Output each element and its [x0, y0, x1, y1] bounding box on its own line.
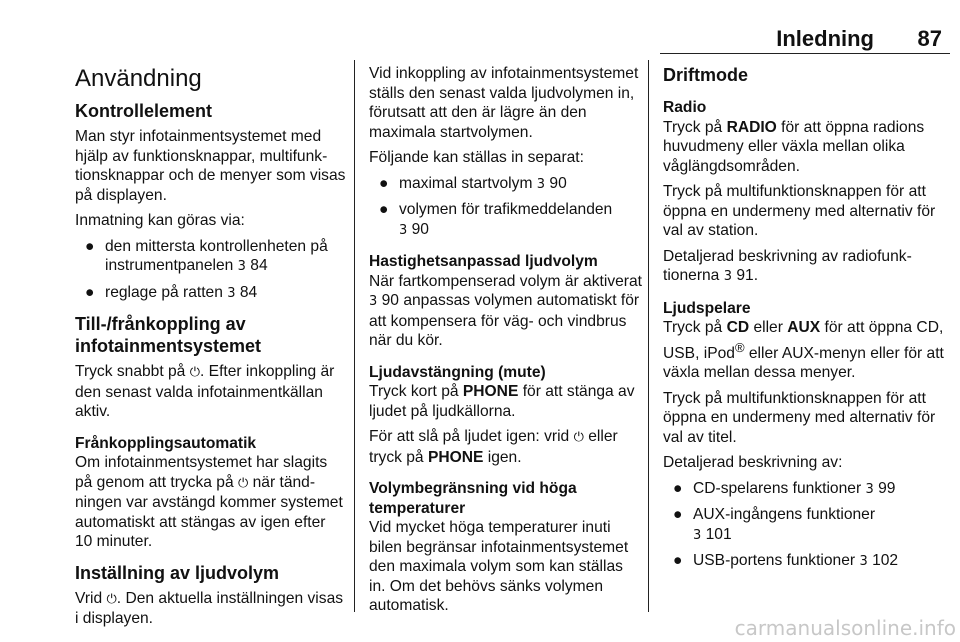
paragraph: Detaljerad beskrivning av radiofunktionerna 3 91.: [663, 247, 912, 284]
page-ref: 84: [239, 283, 258, 301]
button-name-aux: AUX: [787, 319, 821, 336]
heading-radio: Radio: [663, 99, 707, 116]
paragraph: Om infotainmentsystemet har slagits på genom att trycka på ⏻ när tändningen var avstängd kommer systemet automatiskt att stängas av igen efter 10 minuter.: [75, 454, 343, 550]
page-ref: 101: [705, 525, 732, 543]
page-ref-icon: 3: [859, 554, 868, 570]
page-ref-icon: 3: [399, 222, 408, 238]
paragraph: Tryck på multifunktionsknappen för att öppna en undermeny med alternativ för val av titel.: [663, 389, 936, 446]
heading-till-frankoppling: Till-/frånkoppling av infotainmentsystemet: [75, 314, 262, 356]
page-ref: 90: [549, 174, 567, 192]
section-title: Inledning: [776, 26, 874, 51]
paragraph: Vrid ⏻. Den aktuella inställningen visas i displayen.: [75, 589, 344, 627]
column-divider-2: [648, 60, 649, 612]
bullet-list: [75, 237, 347, 304]
heading-frankopplingsautomatik: Frånkopplingsautomatik: [75, 434, 257, 452]
list-item: ● maximal startvolym 3 90: [379, 174, 567, 192]
page-ref: 90: [411, 220, 429, 238]
button-name-radio: RADIO: [726, 118, 777, 136]
header-rule: [660, 53, 950, 54]
paragraph: Inmatning kan göras via:: [75, 212, 245, 229]
paragraph: Detaljerad beskrivning av:: [663, 454, 843, 472]
column-1: [75, 64, 347, 635]
list-item: ● volymen för trafikmeddelanden 3 90: [379, 201, 613, 238]
heading-installning-ljudvolym: Inställning av ljudvolym: [75, 562, 280, 583]
page-header: [660, 26, 950, 54]
bullet-icon: ●: [673, 552, 683, 570]
column-2: [369, 64, 643, 622]
bullet-list: [369, 174, 643, 241]
list-item: ● CD-spelarens funktioner 3 99: [673, 479, 896, 497]
list-item: ● USB-portens funktioner 3 102: [673, 552, 899, 570]
list-item: ● reglage på ratten 3 84: [85, 283, 258, 301]
page-ref: 90: [381, 292, 399, 309]
bullet-list: [663, 479, 953, 572]
heading-ljudspelare: Ljudspelare: [663, 299, 751, 317]
page-ref-icon: 3: [536, 176, 546, 192]
heading-anvandning: Användning: [75, 65, 202, 92]
paragraph: Tryck på multifunktionsknappen för att öppna en undermeny med alternativ för val av station.: [663, 183, 936, 239]
paragraph: Tryck på RADIO för att öppna radions huvudmeny eller växla mellan olika våglängdsområden.: [663, 118, 925, 175]
heading-ljudavstangning: Ljudavstängning (mute): [369, 363, 546, 381]
page-ref: 99: [878, 479, 896, 497]
column-3: [663, 64, 953, 578]
paragraph: Tryck kort på PHONE för att stänga av ljudet på ljudkällorna.: [369, 383, 635, 420]
heading-driftmode: Driftmode: [663, 65, 748, 85]
bullet-icon: ●: [673, 479, 683, 497]
power-knob-icon: ⏻: [237, 475, 249, 491]
paragraph: Följande kan ställas in separat:: [369, 149, 584, 166]
button-name-phone: PHONE: [427, 448, 484, 466]
list-item: ● AUX-ingångens funktioner 3 101: [673, 506, 876, 543]
power-knob-icon: ⏻: [573, 430, 584, 445]
paragraph: För att slå på ljudet igen: vrid ⏻ eller tryck på PHONE igen.: [369, 428, 618, 466]
page-number: 87: [917, 26, 942, 51]
paragraph: Vid inkoppling av infotainmentsystemet ställs den senast valda ljudvolymen in, förutsatt att den är lägre än den maximala startvolymen.: [369, 65, 639, 141]
page-ref-icon: 3: [227, 285, 236, 301]
paragraph: Tryck snabbt på ⏻. Efter inkoppling är den senast valda infotainmentkällan aktiv.: [75, 363, 335, 420]
page-ref-icon: 3: [693, 527, 702, 543]
page-ref: 91: [736, 267, 754, 284]
paragraph: Man styr infotainmentsystemet med hjälp av funktionsknappar, multifunktionsknappar och de menyer som visas på displayen.: [75, 128, 346, 204]
heading-hastighetsanpassad: Hastighetsanpassad ljudvolym: [369, 253, 598, 270]
bullet-icon: ●: [85, 283, 95, 301]
bullet-icon: ●: [85, 237, 95, 255]
heading-volymbegransning: Volymbegränsning vid höga temperaturer: [369, 480, 577, 517]
heading-kontrollelement: Kontrollelement: [75, 101, 213, 121]
page-ref-icon: 3: [865, 481, 874, 497]
button-name-phone: PHONE: [462, 383, 519, 400]
page-ref-icon: 3: [723, 269, 732, 284]
bullet-icon: ●: [379, 201, 389, 218]
button-name-cd: CD: [726, 319, 750, 336]
paragraph: När fartkompenserad volym är aktiverat 3 90 anpassas volymen automatiskt för att kompensera för väg- och vindbrus när du kör.: [369, 272, 642, 349]
power-knob-icon: ⏻: [106, 591, 117, 607]
paragraph: Tryck på CD eller AUX för att öppna CD, USB, iPod® eller AUX-menyn eller för att växla mellan dessa menyer.: [663, 319, 944, 382]
paragraph: Vid mycket höga temperaturer inuti bilen begränsar infotainmentsystemet den maximala volym som kan ställas in. Om det behövs sänks volymen automatisk.: [369, 519, 629, 614]
page-ref: 84: [250, 257, 268, 274]
page-ref: 102: [872, 552, 899, 570]
page-ref-icon: 3: [369, 294, 378, 309]
page-ref-icon: 3: [237, 259, 246, 274]
column-divider-1: [354, 60, 355, 612]
bullet-icon: ●: [379, 174, 389, 192]
list-item: ● den mittersta kontrollenheten på instrumentpanelen 3 84: [85, 237, 328, 274]
watermark: carmanualsonline.info: [734, 616, 956, 640]
power-knob-icon: ⏻: [189, 365, 200, 380]
bullet-icon: ●: [673, 506, 683, 524]
